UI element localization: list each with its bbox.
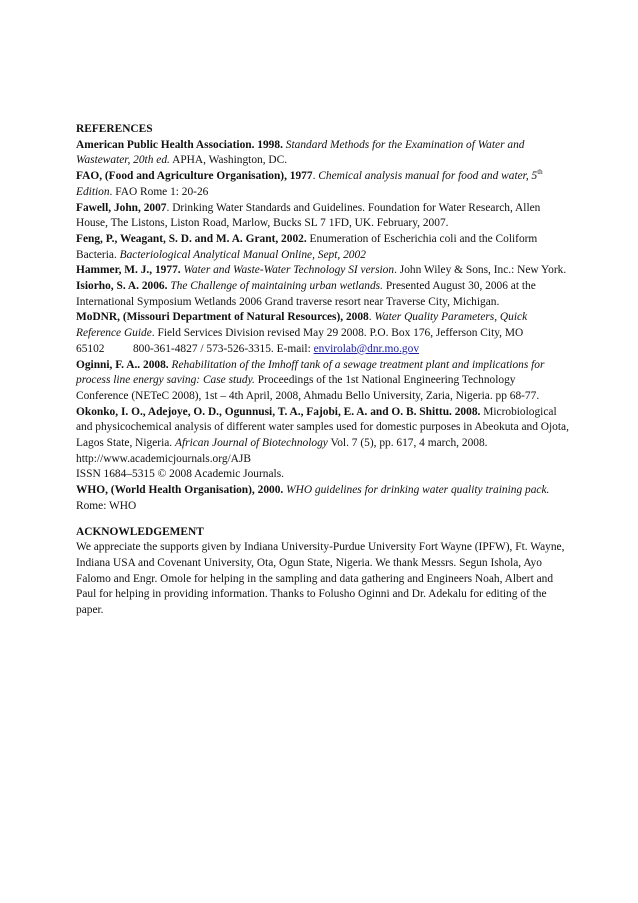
ref-title: Water Quality Parameters, Quick Reference Guide — [76, 311, 528, 340]
document-page — [76, 122, 570, 619]
ref-title-superscript: th — [537, 168, 543, 177]
ref-author: American Public Health Association. 1998. — [76, 138, 283, 151]
reference-okonko — [76, 405, 570, 484]
acknowledgement-text: We appreciate the supports given by Indiana University-Purdue University Fort Wayne (IPFW), Ft. Wayne, Indiana USA and Covenant University, Ota, Ogun State, Nigeria. We thank Messrs. Segun Ishola, Ayo Falomo and Engr. Omole for helping in the sampling and data gathering and Engineers Noah, Albert and Paul for helping in providing information. Thanks to Folusho Oginni and Dr. Adekalu for editing of the paper. — [76, 541, 565, 617]
ref-issn: ISSN 1684–5315 © 2008 Academic Journals. — [76, 468, 284, 481]
ref-author: Isiorho, S. A. 2006. — [76, 280, 168, 293]
reference-apha — [76, 138, 570, 169]
ref-details: . Drinking Water Standards and Guidelines. Foundation for Water Research, Allen House, The Listons, Liston Road, Marlow, Bucks SL 7 1FD, UK. February, 2007. — [76, 201, 541, 230]
reference-fao: FAO, (Food and Agriculture Organisation), 1977. Chemical analysis manual for food and water, 5th Edition. FAO Rome 1: 20-26 — [76, 168, 543, 198]
ref-author: Hammer, M. J., 1977. — [76, 264, 181, 277]
ref-author: Fawell, John, 2007 — [76, 201, 167, 214]
ref-details: Presented August 30, 2006 at the International Symposium Wetlands 2006 Grand traverse resort near Traverse City, Michigan. — [76, 280, 536, 308]
ref-title: Water and Waste-Water Technology SI version — [183, 264, 395, 277]
reference-oginni — [76, 358, 570, 405]
reference-who — [76, 483, 570, 514]
ref-title: The Challenge of maintaining urban wetlands. — [170, 280, 383, 293]
ref-title: Bacteriological Analytical Manual Online, Sept, 2002 — [119, 248, 366, 261]
ref-details: . John Wiley & Sons, Inc.: New York. — [394, 264, 567, 277]
reference-hammer — [76, 263, 570, 279]
ref-title: African Journal of Biotechnology — [175, 437, 328, 450]
ref-details: APHA, Washington, DC. — [172, 154, 288, 167]
ref-title: Chemical analysis manual for food and water, 5 — [318, 170, 538, 183]
ref-details-continued: Vol. 7 (5), pp. 617, 4 march, 2008. http://www.academicjournals.org/AJB — [76, 437, 488, 465]
ref-author: WHO, (World Health Organisation), 2000. — [76, 484, 284, 497]
ref-contact: 800-361-4827 / 573-526-3315. E-mail: — [132, 342, 311, 355]
ref-details: . Field Services Division revised May 29 2008. P.O. Box 176, Jefferson City, MO 65102 — [76, 327, 524, 355]
ref-details: Proceedings of the 1st National Engineering Technology Conference (NETeC 2008), 1st – 4th April, 2008, Ahmadu Bello University, Zaria, Nigeria. pp 68-77. — [76, 374, 540, 402]
ref-details: . FAO Rome 1: 20-26 — [109, 185, 209, 198]
ref-title-end: Edition — [76, 185, 110, 198]
ref-title: Standard Methods for the Examination of Water and Wastewater, 20th ed. — [76, 138, 525, 167]
ref-author: FAO, (Food and Agriculture Organisation), 1977 — [76, 170, 313, 183]
ref-author: Okonko, I. O., Adejoye, O. D., Ogunnusi, T. A., Fajobi, E. A. and O. B. Shittu. 2008. — [76, 405, 481, 418]
ref-details: Rome: WHO — [76, 499, 137, 512]
ref-details: Microbiological and physicochemical analysis of different water samples used for domestic purposes in Abeokuta and Ojota, Lagos State, Nigeria. — [76, 405, 569, 450]
reference-isiorho — [76, 279, 570, 310]
reference-fawell — [76, 201, 570, 232]
references-heading: REFERENCES — [76, 123, 153, 135]
ref-details: Enumeration of Escherichia coli and the Coliform Bacteria. — [76, 232, 538, 261]
ref-author: Feng, P., Weagant, S. D. and M. A. Grant, 2002. — [76, 232, 307, 245]
ref-title: WHO guidelines for drinking water quality training pack. — [286, 484, 550, 497]
email-link[interactable]: envirolab@dnr.mo.gov — [313, 342, 420, 355]
reference-modnr: MoDNR, (Missouri Department of Natural Resources), 2008. Water Quality Parameters, Quick Reference Guide. Field Services Division revised May 29 2008. P.O. Box 176, Jefferson City, MO 65102 800-361-4827 / 573-526-3315. E-mail: envirolab@dnr.mo.gov — [76, 311, 528, 355]
ref-title: Rehabilitation of the Imhoff tank of a sewage treatment plant and implications for process line energy saving: Case study. — [76, 358, 545, 387]
ref-author: MoDNR, (Missouri Department of Natural Resources), 2008 — [76, 311, 369, 324]
ref-author: Oginni, F. A.. 2008. — [76, 358, 169, 371]
acknowledgement-heading: ACKNOWLEDGEMENT — [76, 525, 204, 538]
reference-feng — [76, 232, 570, 263]
